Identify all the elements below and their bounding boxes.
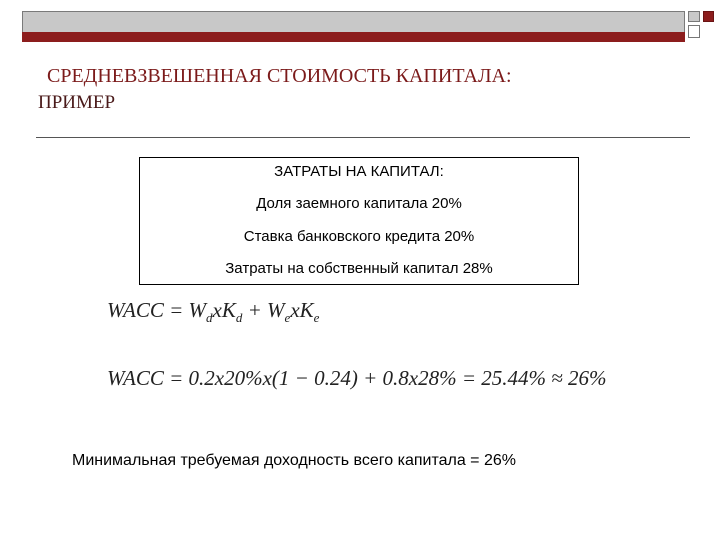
formula-k-equity: xK: [290, 298, 314, 322]
formula-w-equity-sub: e: [284, 310, 291, 326]
result-statement: Минимальная требуемая доходность всего капитала = 26%: [72, 452, 516, 469]
formula-w-equity: W: [267, 298, 285, 322]
slide-title: [38, 64, 667, 115]
corner-square-white: [688, 25, 700, 38]
box-line-debt-share: Доля заемного капитала 20%: [256, 195, 462, 212]
box-heading: ЗАТРАТЫ НА КАПИТАЛ:: [274, 163, 444, 180]
corner-square-grey: [688, 11, 700, 22]
title-line-2: ПРИМЕР: [38, 92, 116, 113]
formula-w-debt-sub: d: [206, 310, 213, 326]
formula-equals: =: [163, 298, 189, 322]
formula-w-debt: W: [188, 298, 207, 322]
wacc-general-formula: [107, 298, 319, 326]
formula-k-equity-sub: e: [313, 310, 320, 326]
box-line-bank-rate: Ставка банковского кредита 20%: [243, 228, 475, 245]
box-line-equity-cost: Затраты на собственный капитал 28%: [225, 260, 493, 277]
formula-wacc-label: WACC: [107, 298, 164, 322]
title-divider: [36, 137, 690, 138]
formula-plus: +: [242, 298, 268, 322]
formula-k-debt: xK: [212, 298, 236, 322]
capital-costs-box: [139, 157, 579, 285]
formula-k-debt-sub: d: [235, 310, 243, 326]
corner-square-red: [703, 11, 714, 22]
top-accent-stripe: [22, 32, 685, 42]
title-line-1: СРЕДНЕВЗВЕШЕННАЯ СТОИМОСТЬ КАПИТАЛА:: [47, 65, 512, 87]
wacc-computed-formula: WACC = 0.2x20%x(1 − 0.24) + 0.8x28% = 25.44% ≈ 26%: [107, 366, 607, 390]
